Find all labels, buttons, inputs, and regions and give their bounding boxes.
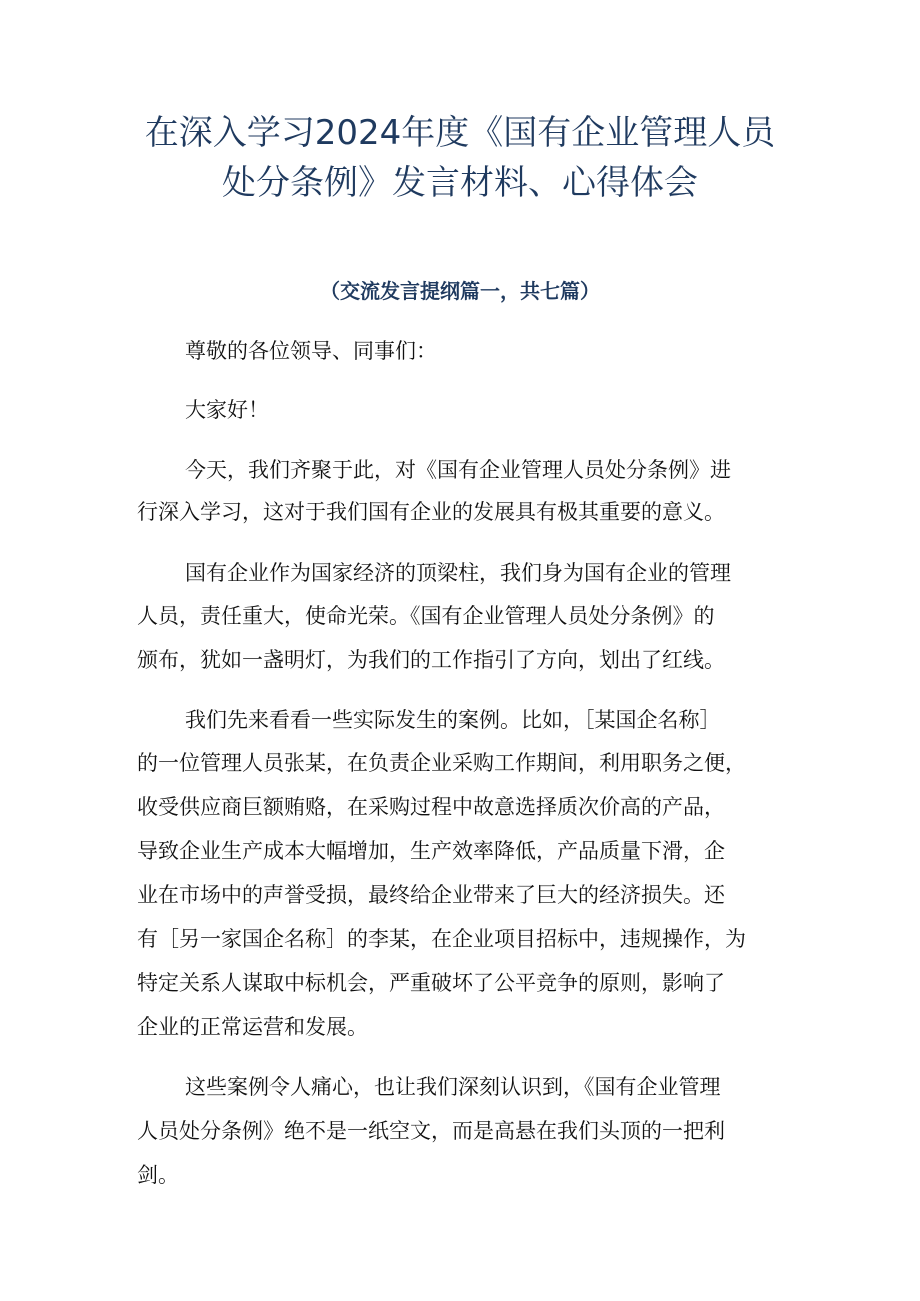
paragraph-2-line-3: 颁布，犹如一盏明灯，为我们的工作指引了方向，划出了红线。 xyxy=(137,648,725,672)
paragraph-2-line-2: 人员，责任重大，使命光荣。《国有企业管理人员处分条例》的 xyxy=(137,604,715,628)
paragraph-3-line-4: 导致企业生产成本大幅增加，生产效率降低，产品质量下滑，企 xyxy=(137,839,725,863)
paragraph-4-line-3: 剑。 xyxy=(137,1163,179,1187)
paragraph-3-line-6: 有［另一家国企名称］的李某，在企业项目招标中，违规操作，为 xyxy=(137,927,746,951)
paragraph-3-line-1: 我们先来看看一些实际发生的案例。比如，［某国企名称］ xyxy=(185,708,721,732)
document-title-line-2: 处分条例》发言材料、心得体会 xyxy=(222,163,698,203)
paragraph-2-line-1: 国有企业作为国家经济的顶梁柱，我们身为国有企业的管理 xyxy=(185,561,731,585)
paragraph-4-line-1: 这些案例令人痛心，也让我们深刻认识到，《国有企业管理 xyxy=(185,1075,721,1099)
paragraph-1-line-2: 行深入学习，这对于我们国有企业的发展具有极其重要的意义。 xyxy=(137,500,725,524)
document-subtitle: （交流发言提纲篇一，共七篇） xyxy=(320,279,600,303)
paragraph-1-line-1: 今天，我们齐聚于此，对《国有企业管理人员处分条例》进 xyxy=(185,458,731,482)
greeting: 大家好！ xyxy=(185,398,269,422)
paragraph-3-line-2: 的一位管理人员张某，在负责企业采购工作期间，利用职务之便， xyxy=(137,751,746,775)
document-title-line-1: 在深入学习2024年度《国有企业管理人员 xyxy=(144,113,776,153)
paragraph-3-line-7: 特定关系人谋取中标机会，严重破坏了公平竞争的原则，影响了 xyxy=(137,971,725,995)
paragraph-3-line-8: 企业的正常运营和发展。 xyxy=(137,1015,368,1039)
paragraph-3-line-5: 业在市场中的声誉受损，最终给企业带来了巨大的经济损失。还 xyxy=(137,883,725,907)
paragraph-4-line-2: 人员处分条例》绝不是一纸空文，而是高悬在我们头顶的一把利 xyxy=(137,1119,725,1143)
salutation: 尊敬的各位领导、同事们： xyxy=(185,339,437,363)
paragraph-3-line-3: 收受供应商巨额贿赂，在采购过程中故意选择质次价高的产品， xyxy=(137,795,725,819)
